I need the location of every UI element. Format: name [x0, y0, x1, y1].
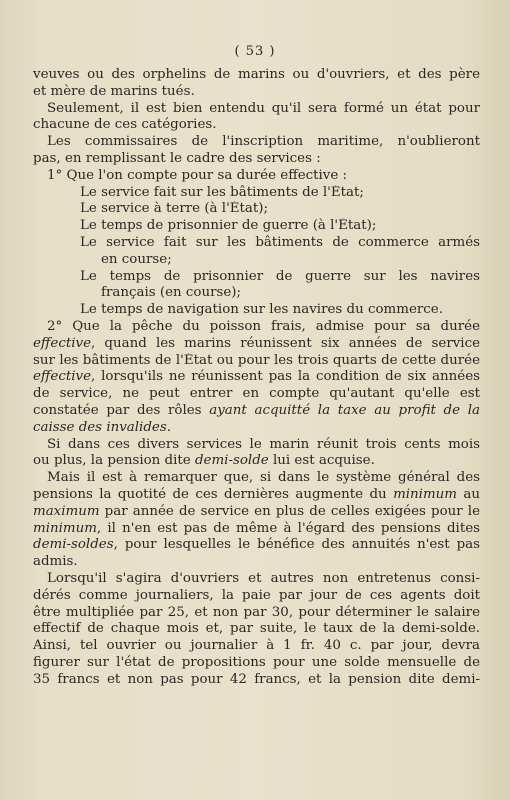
text-line: Ainsi, tel ouvrier ou journalier à 1 fr. 40 c. par jour, devra: [33, 638, 480, 654]
text-line: 2° Que la pêche du poisson frais, admise pour sa durée: [47, 318, 480, 334]
italic-text: demi-solde: [194, 453, 269, 469]
text-line: Lorsqu'il s'agira d'ouvriers et autres non entretenus consi-: [47, 570, 480, 586]
text-span: , pour lesquelles le bénéfice des annuités n'est pas: [113, 537, 480, 553]
italic-text: minimum: [393, 486, 457, 502]
page-body: [33, 67, 480, 688]
text-line: 1° Que l'on compte pour sa durée effective :: [47, 167, 348, 183]
text-span: ou plus, la pension dite: [33, 453, 191, 469]
text-line: Le temps de navigation sur les navires du commerce.: [80, 302, 443, 318]
italic-text: maximum: [33, 503, 100, 519]
text-line: [33, 420, 480, 437]
text-line: chacune de ces catégories.: [33, 117, 217, 133]
italic-text: effective: [33, 335, 91, 351]
italic-text: caisse des invalides.: [33, 419, 171, 435]
text-line: [33, 403, 480, 420]
text-line: [33, 537, 480, 554]
text-span: lui est acquise.: [272, 453, 375, 469]
text-line: 35 francs et non pas pour 42 francs, et la pension dite demi-: [33, 671, 480, 687]
text-line: [33, 487, 480, 504]
text-line: en course;: [101, 251, 172, 267]
text-line: être multipliée par 25, et non par 30, pour déterminer le salaire: [33, 604, 480, 620]
text-span: , il n'en est pas de même à l'égard des pensions dites: [96, 520, 480, 536]
italic-text: minimum: [33, 520, 97, 536]
text-line: admis.: [33, 554, 78, 570]
text-line: Le temps de prisonnier de guerre sur les navires: [80, 268, 480, 284]
text-line: de service, ne peut entrer en compte qu'autant qu'elle est: [33, 386, 480, 402]
italic-text: effective: [33, 369, 91, 385]
page-number: ( 53 ): [234, 44, 276, 59]
italic-text: ayant acquitté la taxe au profit de la: [209, 402, 480, 418]
text-line: et mère de marins tués.: [33, 83, 195, 99]
text-span: au: [463, 486, 480, 502]
text-line: figurer sur l'état de propositions pour une solde mensuelle de: [33, 654, 480, 670]
text-line: français (en course);: [101, 285, 242, 301]
text-span: pensions la quotité de ces dernières augmente du: [33, 486, 387, 502]
text-line: sur les bâtiments de l'État ou pour les trois quarts de cette durée: [33, 352, 480, 368]
text-line: Mais il est à remarquer que, si dans le système général des: [47, 470, 480, 486]
text-span: , lorsqu'ils ne réunissent pas la condition de six années: [91, 369, 480, 385]
text-line: Le temps de prisonnier de guerre (à l'État);: [80, 218, 377, 234]
text-line: Le service à terre (à l'État);: [80, 201, 269, 217]
text-line: effectif de chaque mois et, par suite, le taux de la demi-solde.: [33, 621, 480, 637]
text-line: Le service fait sur les bâtiments de l'État;: [80, 184, 364, 200]
text-line: veuves ou des orphelins de marins ou d'ouvriers, et des père: [33, 67, 480, 82]
text-line: pas, en remplissant le cadre des services :: [33, 150, 321, 166]
text-line: [33, 336, 480, 353]
text-line: [33, 521, 480, 538]
text-line: Les commissaires de l'inscription maritime, n'oublieront: [47, 134, 480, 150]
text-span: constatée par des rôles: [33, 402, 202, 418]
text-line: [33, 504, 480, 521]
text-span: , quand les marins réunissent six années de service: [91, 335, 480, 351]
text-line: Le service fait sur les bâtiments de commerce armés: [80, 234, 480, 250]
text-line: dérés comme journaliers, la paie par jour de ces agents doit: [33, 587, 480, 603]
text-line: Seulement, il est bien entendu qu'il sera formé un état pour: [47, 100, 480, 116]
text-line: Si dans ces divers services le marin réunit trois cents mois: [47, 436, 480, 452]
italic-text: demi-soldes: [33, 537, 114, 553]
text-line: [33, 453, 480, 470]
text-span: par année de service en plus de celles exigées pour le: [104, 503, 480, 519]
text-line: [33, 369, 480, 386]
